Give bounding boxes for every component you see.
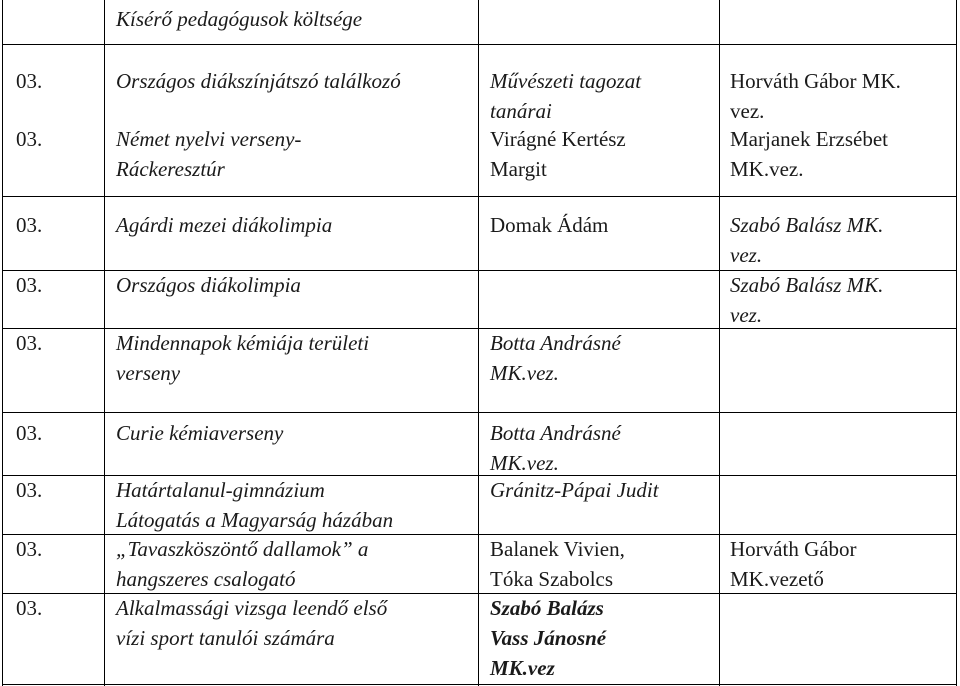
table-border-left (2, 0, 3, 686)
row-event: Német nyelvi verseny- Ráckeresztúr (116, 127, 302, 181)
row-event: Határtalanul-gimnázium Látogatás a Magyarság házában (116, 478, 394, 532)
row-event: Agárdi mezei diákolimpia (116, 213, 333, 237)
row-event: Alkalmassági vizsga leendő első vízi sport tanulói számára (116, 596, 388, 650)
row-event: Mindennapok kémiája területi verseny (116, 331, 370, 385)
row-teacher: Virágné Kertész Margit (490, 127, 626, 181)
row-approver: Marjanek Erzsébet MK.vez. (730, 127, 889, 181)
row-teacher: Botta Andrásné MK.vez. (490, 421, 621, 475)
row-event: Curie kémiaverseny (116, 421, 284, 445)
row-date: 03. (16, 478, 43, 502)
row-teacher: Szabó Balázs Vass Jánosné MK.vez (490, 596, 607, 680)
row-divider (2, 196, 957, 197)
row-teacher: Művészeti tagozat tanárai (490, 69, 642, 123)
row-approver: Horváth Gábor MK.vezető (730, 537, 857, 591)
table-border-right (956, 0, 957, 686)
row-approver: Szabó Balász MK. vez. (730, 273, 884, 327)
section-title: Kísérő pedagógusok költsége (116, 7, 363, 31)
row-teacher: Domak Ádám (490, 213, 609, 237)
row-date: 03. (16, 69, 43, 93)
row-approver: Szabó Balász MK. vez. (730, 213, 884, 267)
row-date: 03. (16, 537, 43, 561)
row-date: 03. (16, 331, 43, 355)
row-approver: Horváth Gábor MK. vez. (730, 69, 901, 123)
row-teacher: Balanek Vivien, Tóka Szabolcs (490, 537, 625, 591)
row-event: Országos diákszínjátszó találkozó (116, 69, 401, 93)
row-teacher: Botta Andrásné MK.vez. (490, 331, 621, 385)
row-date: 03. (16, 273, 43, 297)
column-divider-event (478, 0, 479, 686)
row-date: 03. (16, 127, 43, 151)
row-teacher: Gránitz-Pápai Judit (490, 478, 659, 502)
row-date: 03. (16, 421, 43, 445)
header-row-divider (2, 44, 957, 45)
row-date: 03. (16, 213, 43, 237)
column-divider-date (104, 0, 105, 686)
row-divider (2, 412, 957, 413)
table-border-bottom (2, 684, 957, 685)
row-event: „Tavaszköszöntő dallamok” a hangszeres csalogató (116, 537, 369, 591)
row-event: Országos diákolimpia (116, 273, 301, 297)
row-date: 03. (16, 596, 43, 620)
column-divider-teacher (719, 0, 720, 686)
